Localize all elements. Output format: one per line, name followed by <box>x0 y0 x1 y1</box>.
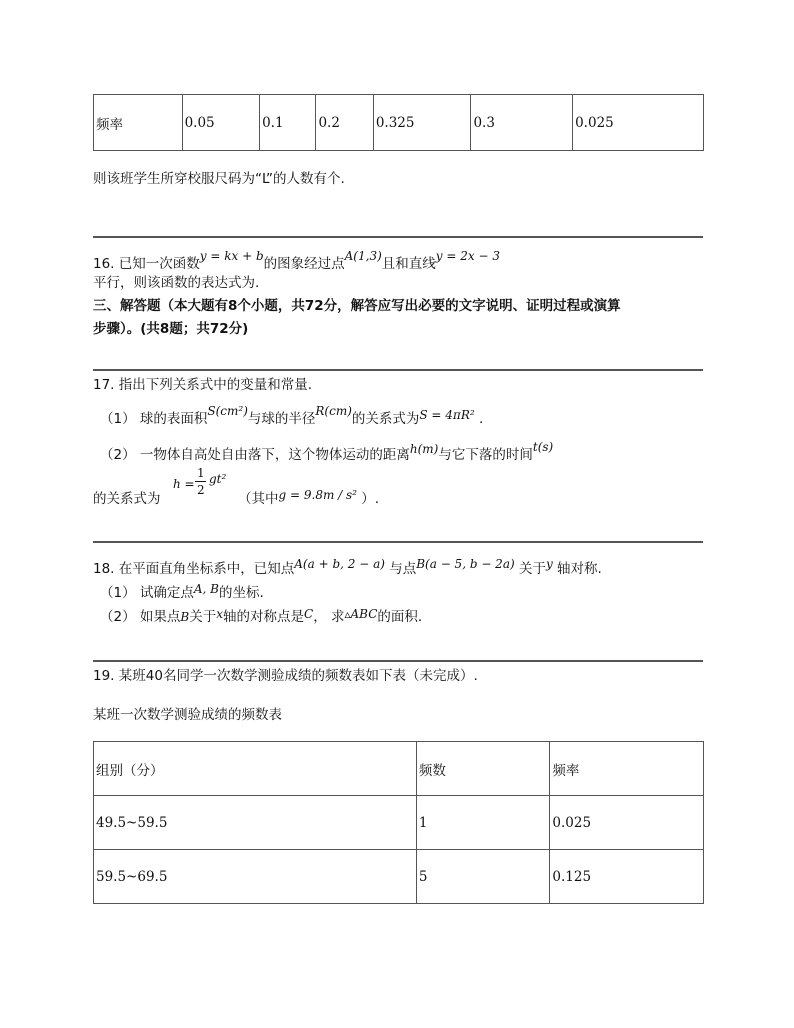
fraction-bar <box>195 481 206 482</box>
table-header-row <box>94 742 704 796</box>
table-header: 组别（分） <box>94 742 417 796</box>
table-header: 频数 <box>416 742 550 796</box>
q16-mid2: 且和直线 <box>381 256 436 272</box>
q18-part2-number: （2） <box>100 609 136 625</box>
q19-title: 19. 某班40名同学一次数学测验成绩的频数表如下表（未完成）. <box>93 668 478 684</box>
q18-axis-x: x <box>216 607 223 621</box>
table-cell: 49.5~59.5 <box>94 796 417 850</box>
q17-part2-text: 一物体自高处自由落下，这个物体运动的距离 <box>139 447 410 463</box>
q17-part2-line2 <box>93 490 161 508</box>
q16-line-eq: y = 2x − 3 <box>435 249 500 263</box>
q17-fall-formula <box>173 466 231 506</box>
q18-text: 关于 <box>518 561 546 577</box>
divider <box>93 660 703 662</box>
q17-gravity-value: g = 9.8m / s² <box>278 488 357 502</box>
table-cell: 0.125 <box>550 850 704 904</box>
q17-part1-text: 的关系式为 <box>351 411 420 427</box>
table-cell: 0.2 <box>316 95 373 151</box>
q16-prefix: 16. 已知一次函数 <box>93 256 200 272</box>
q18-part1-text: 的坐标. <box>219 585 264 601</box>
frequency-table-1 <box>93 94 704 151</box>
q18-part2-text: 的面积. <box>377 609 423 625</box>
table-cell: 0.3 <box>471 95 573 151</box>
q17-formula-numerator: 1 <box>197 466 205 480</box>
divider <box>93 541 703 543</box>
q17-part1-end: . <box>478 411 484 427</box>
q17-formula-lhs: h = <box>173 477 195 491</box>
q18-point-A: A(a + b, 2 − a) <box>294 557 385 571</box>
q16-line1 <box>93 249 500 273</box>
q16-point: A(1,3) <box>344 249 382 263</box>
q17-part1-number: （1） <box>100 411 136 427</box>
q17-part2-note-text: （其中 <box>238 491 279 507</box>
q18-part1-text: 试确定点 <box>139 585 194 601</box>
section3-heading-line1: 三、解答题（本大题有8个小题，共72分，解答应写出必要的文字说明、证明过程或演算 <box>93 298 621 314</box>
table-cell: 0.025 <box>550 796 704 850</box>
q17-part2-number: （2） <box>100 447 136 463</box>
q17-time-var: t(s) <box>532 440 554 454</box>
table-header: 频率 <box>550 742 704 796</box>
q15-question-tail: 则该班学生所穿校服尺码为“L”的人数有个. <box>93 171 345 187</box>
q18-part1-number: （1） <box>100 585 136 601</box>
table-cell: 0.025 <box>573 95 704 151</box>
q17-surface-area-var: S(cm²) <box>207 404 248 418</box>
q17-part2-text: 与它下落的时间 <box>438 447 533 463</box>
divider <box>93 236 703 238</box>
q17-radius-var: R(cm) <box>315 404 352 418</box>
q17-formula-rhs: gt² <box>209 472 227 486</box>
q16-mid: 的图象经过点 <box>263 256 345 272</box>
q18-part2-text: 关于 <box>189 609 217 625</box>
q18-part2-text: 如果点 <box>139 609 181 625</box>
q17-title: 17. 指出下列关系式中的变量和常量. <box>93 377 313 393</box>
q17-part1-text: 球的表面积 <box>139 411 208 427</box>
q18-point-B: B(a − 5, b − 2a) <box>416 557 515 571</box>
q17-distance-var: h(m) <box>409 442 439 456</box>
table-cell: 0.325 <box>373 95 471 151</box>
frequency-table-2 <box>93 741 704 904</box>
q17-part2-note <box>238 490 379 508</box>
table-row <box>94 95 704 151</box>
q19-table-caption: 某班一次数学测验成绩的频数表 <box>93 707 282 723</box>
q18-text: 与点 <box>389 561 417 577</box>
q18-axis-y: y <box>545 557 553 571</box>
table-cell: 0.05 <box>182 95 260 151</box>
divider <box>93 369 703 371</box>
q18-point-B-ref: B <box>180 610 190 624</box>
table-row <box>94 796 704 850</box>
q17-part1-text: 与球的半径 <box>247 411 316 427</box>
q17-sphere-formula: S = 4πR² <box>419 408 475 422</box>
q18-text: 轴对称. <box>557 561 602 577</box>
section3-heading-line2: 步骤）。(共8题；共72分) <box>93 321 249 337</box>
q17-part2-end: ）. <box>361 491 380 507</box>
q18-part2 <box>100 608 422 626</box>
q18-point-C: C <box>304 607 314 621</box>
q18-triangle: ▵ABC <box>344 607 378 621</box>
table-cell: 5 <box>416 850 550 904</box>
q18-prefix: 18. 在平面直角坐标系中，已知点 <box>93 561 295 577</box>
table-row <box>94 850 704 904</box>
q18-points-AB: A, B <box>193 582 220 596</box>
q17-formula-denominator: 2 <box>197 483 205 497</box>
q16-function: y = kx + b <box>199 249 264 263</box>
table-cell: 59.5~69.5 <box>94 850 417 904</box>
table-cell: 1 <box>416 796 550 850</box>
q18-line1 <box>93 557 602 578</box>
q17-part2 <box>100 440 554 464</box>
q17-part1 <box>100 404 484 428</box>
q18-part2-text: ， 求 <box>313 609 345 625</box>
q18-part1 <box>100 584 264 602</box>
table-cell-label: 频率 <box>94 95 183 151</box>
q17-part2-text: 的关系式为 <box>93 491 161 507</box>
table-cell: 0.1 <box>260 95 316 151</box>
q16-line2: 平行，则该函数的表达式为. <box>93 275 260 291</box>
q18-part2-text: 轴的对称点是 <box>223 609 304 625</box>
